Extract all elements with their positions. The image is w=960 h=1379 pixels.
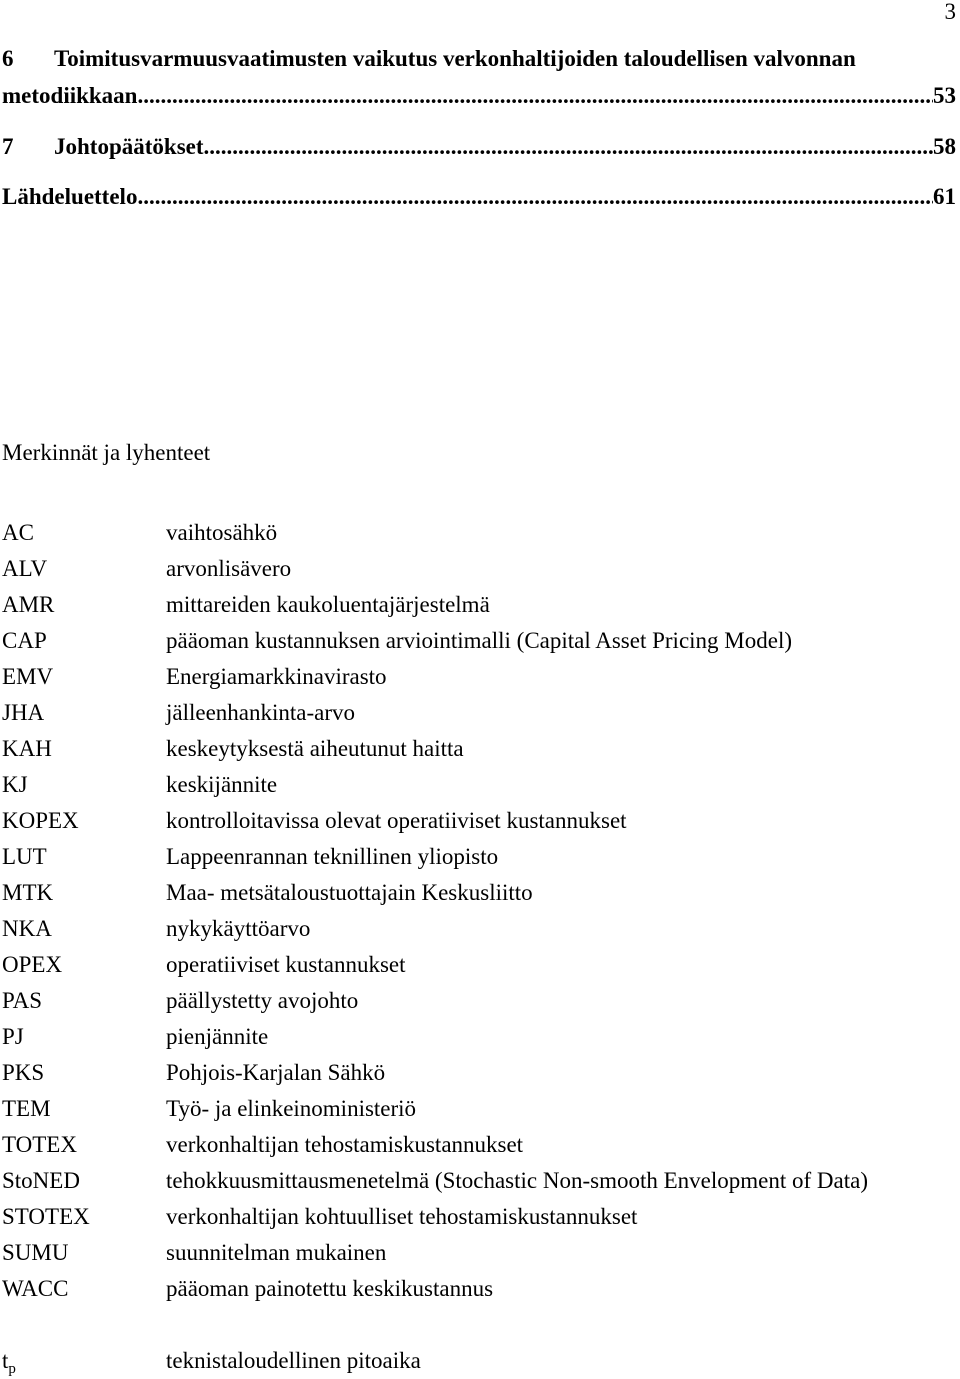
toc-entry-number: 7 (2, 134, 14, 159)
toc-entry-6-line2 (2, 84, 956, 107)
abbreviation-definition: arvonlisävero (166, 556, 292, 581)
abbreviation-definition: Pohjois-Karjalan Sähkö (166, 1060, 386, 1085)
list-item (2, 881, 952, 911)
list-item (2, 557, 952, 587)
abbreviation: TEM (2, 1096, 51, 1121)
abbreviation-definition: jälleenhankinta-arvo (166, 700, 356, 725)
list-item (2, 809, 952, 839)
toc-entry-title: Lähdeluettelo (2, 184, 138, 209)
abbreviation: ALV (2, 556, 48, 581)
abbreviation: AC (2, 520, 34, 545)
abbreviation: SUMU (2, 1240, 69, 1265)
list-item (2, 1241, 952, 1271)
abbreviation-definition: verkonhaltijan kohtuulliset tehostamiskustannukset (166, 1204, 638, 1229)
list-item (2, 701, 952, 731)
list-item (2, 521, 952, 551)
toc-entry-title-cont: metodiikkaan (2, 83, 138, 108)
toc-entry-6-line1 (2, 47, 956, 70)
abbreviation-definition: kontrolloitavissa olevat operatiiviset kustannukset (166, 808, 627, 833)
list-item (2, 917, 952, 947)
list-item (2, 845, 952, 875)
abbreviation: KJ (2, 772, 28, 797)
page-number: 3 (944, 0, 956, 24)
list-item (2, 1025, 952, 1055)
list-item (2, 665, 952, 695)
list-item (2, 1097, 952, 1127)
symbol-definition: teknistaloudellinen pitoaika (166, 1348, 421, 1373)
toc-entry-title: Toimitusvarmuusvaatimusten vaikutus verkonhaltijoiden taloudellisen valvonnan (54, 46, 856, 71)
abbreviation: PKS (2, 1060, 45, 1085)
abbreviation: AMR (2, 592, 55, 617)
abbreviation: OPEX (2, 952, 63, 977)
abbreviation-definition: Maa- metsätaloustuottajain Keskusliitto (166, 880, 533, 905)
section-title: Merkinnät ja lyhenteet (2, 440, 211, 465)
abbreviation: TOTEX (2, 1132, 77, 1157)
abbreviation: LUT (2, 844, 47, 869)
abbreviation: NKA (2, 916, 52, 941)
abbreviation: CAP (2, 628, 47, 653)
abbreviation: PJ (2, 1024, 24, 1049)
abbreviation-definition: päällystetty avojohto (166, 988, 359, 1013)
list-item (2, 629, 952, 659)
abbreviation: PAS (2, 988, 43, 1013)
list-item (2, 737, 952, 767)
toc-entry-number: 6 (2, 46, 14, 71)
abbreviation-definition: pienjännite (166, 1024, 269, 1049)
abbreviation-definition: operatiiviset kustannukset (166, 952, 406, 977)
toc-leader (204, 135, 933, 158)
toc-entry-references[interactable] (2, 185, 956, 208)
abbreviation-definition: mittareiden kaukoluentajärjestelmä (166, 592, 490, 617)
abbreviation-definition: keskijännite (166, 772, 278, 797)
toc-entry-page: 61 (933, 184, 956, 209)
abbreviation-definition: nykykäyttöarvo (166, 916, 311, 941)
abbreviation-definition: pääoman painotettu keskikustannus (166, 1276, 494, 1301)
abbreviation-definition: tehokkuusmittausmenetelmä (Stochastic Non-smooth Envelopment of Data) (166, 1168, 868, 1193)
list-item (2, 1169, 952, 1199)
list-item (2, 1277, 952, 1307)
list-item (2, 989, 952, 1019)
abbreviation-definition: keskeytyksestä aiheutunut haitta (166, 736, 464, 761)
abbreviation: JHA (2, 700, 45, 725)
abbreviation-definition: Energiamarkkinavirasto (166, 664, 387, 689)
abbreviation-definition: suunnitelman mukainen (166, 1240, 387, 1265)
toc-entry-page: 53 (933, 83, 956, 108)
list-item (2, 773, 952, 803)
abbreviation: StoNED (2, 1168, 80, 1193)
list-item (2, 1061, 952, 1091)
toc-entry-6[interactable] (2, 47, 956, 107)
toc-entry-page: 58 (933, 134, 956, 159)
abbreviation: EMV (2, 664, 54, 689)
list-item (2, 1133, 952, 1163)
toc-entry-7[interactable] (2, 135, 956, 158)
abbreviation: KOPEX (2, 808, 79, 833)
abbreviation: KAH (2, 736, 52, 761)
list-item (2, 1205, 952, 1235)
abbreviation-definition: Työ- ja elinkeinoministeriö (166, 1096, 417, 1121)
abbreviation: WACC (2, 1276, 69, 1301)
abbreviation: MTK (2, 880, 54, 905)
abbreviation-definition: verkonhaltijan tehostamiskustannukset (166, 1132, 524, 1157)
abbreviation-definition: pääoman kustannuksen arviointimalli (Capital Asset Pricing Model) (166, 628, 792, 653)
toc-entry-title: Johtopäätökset (54, 134, 204, 159)
abbreviation-definition: vaihtosähkö (166, 520, 278, 545)
abbreviation-definition: Lappeenrannan teknillinen yliopisto (166, 844, 499, 869)
abbreviation: STOTEX (2, 1204, 90, 1229)
symbol: $t_p$ (2, 1348, 16, 1377)
toc-leader (137, 185, 933, 208)
toc-leader (137, 84, 933, 107)
list-item (2, 953, 952, 983)
list-item (2, 593, 952, 623)
